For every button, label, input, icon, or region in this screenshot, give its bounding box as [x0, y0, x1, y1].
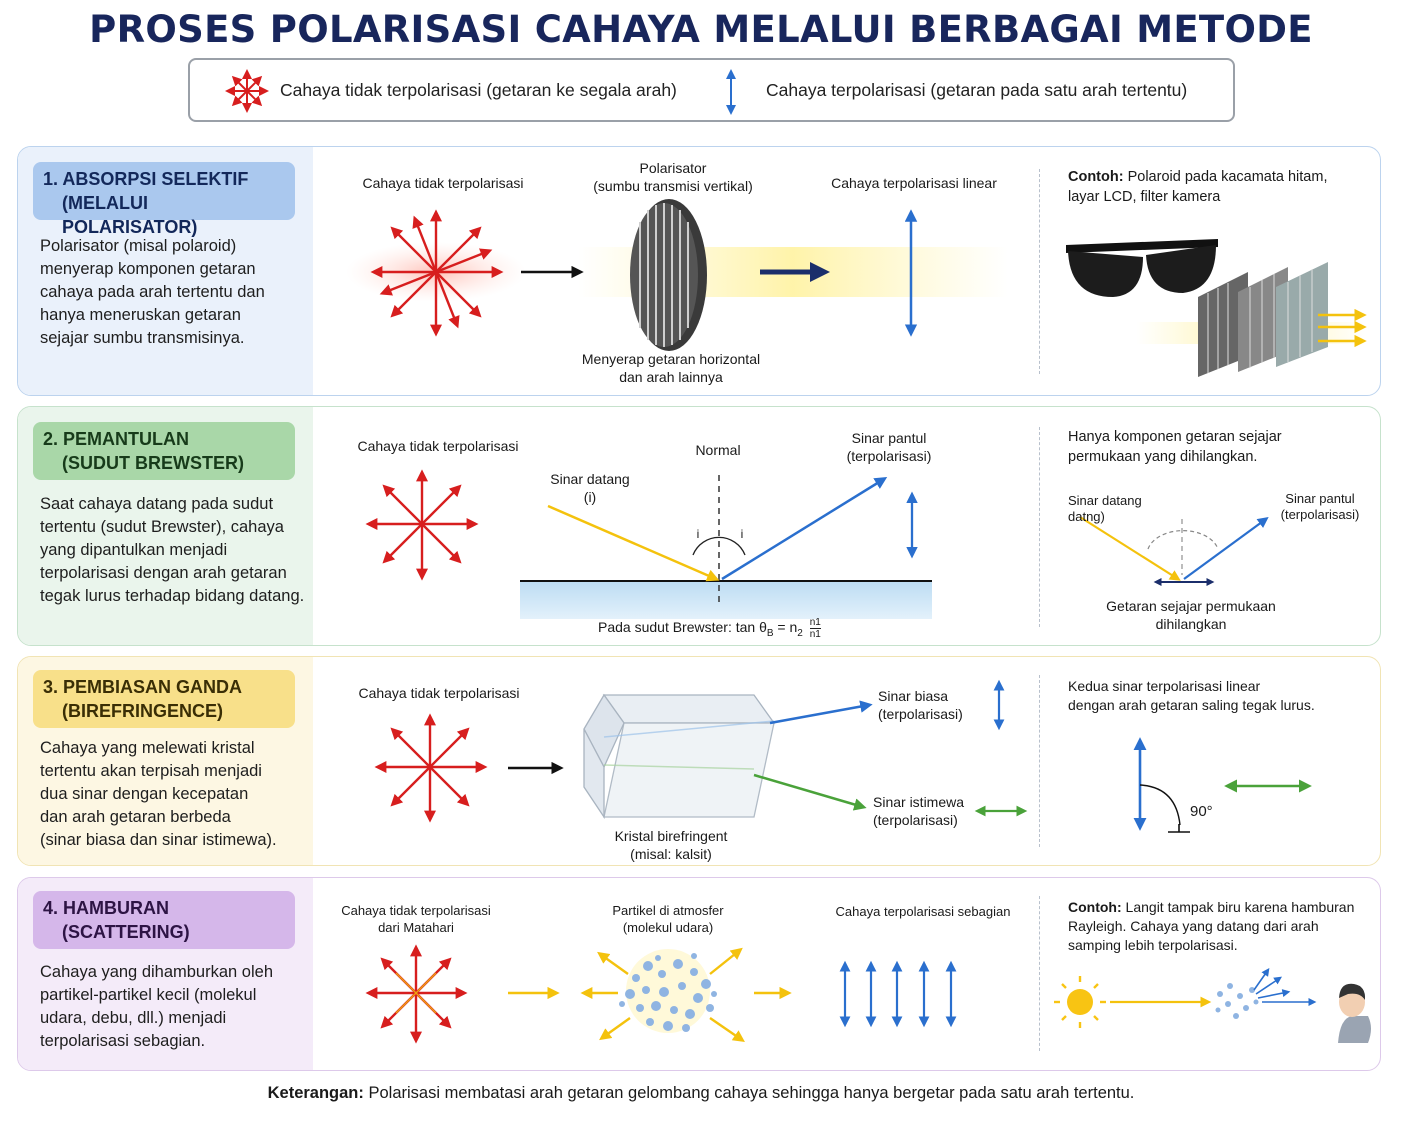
label-incident-ray — [540, 470, 640, 506]
desc-line: Polarisator (misal polaroid) — [40, 237, 237, 255]
ordinary-ray — [770, 705, 869, 723]
desc-line: dua sinar dengan kecepatan — [40, 785, 249, 803]
label-line: Kristal birefringent — [614, 828, 728, 844]
label-line: dari Matahari — [378, 920, 454, 935]
desc-line: sejajar sumbu transmisinya. — [40, 329, 245, 347]
label-line: Sinar datang — [550, 471, 630, 487]
desc-line: menyerap komponen getaran — [40, 260, 256, 278]
note-line: permukaan yang dihilangkan. — [1068, 449, 1258, 465]
desc-line: cahaya pada arah tertentu dan — [40, 283, 265, 301]
section-reflection — [17, 406, 1381, 646]
example-text — [1068, 167, 1368, 207]
label-line: (terpolarisasi) — [846, 448, 932, 464]
desc-line: Cahaya yang dihamburkan oleh — [40, 963, 273, 981]
extraordinary-ray — [754, 775, 863, 807]
unpolarized-star-icon — [220, 66, 274, 116]
page-title: PROSES POLARISASI CAHAYA MELALUI BERBAGAI METODE — [89, 8, 1313, 51]
divider — [1039, 896, 1040, 1051]
incident-ray — [548, 506, 716, 579]
badge-line-2: (BIREFRINGENCE) — [62, 701, 223, 721]
small-label-incident — [1068, 493, 1178, 525]
footer-text: Polarisasi membatasi arah getaran gelombang cahaya sehingga hanya bergetar pada satu arah tertentu. — [363, 1084, 1135, 1102]
scattered-rays-icon — [1254, 970, 1314, 1002]
badge-line-1: 3. PEMBIASAN GANDA — [43, 677, 243, 697]
label-line: (terpolarisasi) — [878, 706, 963, 722]
incident-ray — [1080, 517, 1178, 579]
label-line: datng) — [1068, 509, 1105, 524]
sunglasses-icon — [1066, 239, 1218, 297]
legend-unpolarized-text: Cahaya tidak terpolarisasi (getaran ke segala arah) — [280, 80, 677, 100]
angle-i-right: i — [740, 527, 744, 541]
label-line: Sinar istimewa — [873, 794, 965, 810]
filter-stack-icon — [1198, 262, 1363, 377]
desc-line: tegak lurus terhadap bidang datang. — [40, 587, 305, 605]
section-absorption — [17, 146, 1381, 396]
polarizer-disc-icon — [630, 199, 707, 351]
label-line: dihilangkan — [1155, 616, 1227, 632]
note-line: dengan arah getaran saling tegak lurus. — [1068, 697, 1315, 713]
legend-box — [188, 58, 1235, 122]
label-crystal — [586, 827, 756, 863]
footer-bold: Keterangan: — [267, 1084, 364, 1102]
desc-line: Cahaya yang melewati kristal — [40, 739, 255, 757]
badge-line-1: 1. ABSORPSI SELEKTIF — [43, 169, 249, 189]
unpolarized-star-icon — [369, 473, 475, 577]
note-line: Kedua sinar terpolarisasi linear — [1068, 678, 1261, 694]
label-line: (misal: kalsit) — [630, 846, 712, 862]
label-unpolarized: Cahaya tidak terpolarisasi — [362, 175, 524, 191]
formula-fraction — [810, 617, 821, 640]
badge-line-1: 2. PEMANTULAN — [43, 429, 190, 449]
label-reflected-ray — [834, 429, 944, 465]
angle-i-left: i — [696, 527, 700, 541]
example-text — [1068, 898, 1378, 955]
desc-line: yang dipantulkan menjadi — [40, 541, 228, 559]
label-line: (terpolarisasi) — [1280, 507, 1360, 522]
section-birefringence — [17, 656, 1381, 866]
label-ordinary-ray — [878, 687, 978, 723]
label-particles — [598, 902, 738, 936]
label-line: dan arah lainnya — [619, 369, 723, 385]
footer-note — [0, 1084, 1402, 1103]
desc-line: terpolarisasi sebagian. — [40, 1032, 206, 1050]
badge-line-1: 4. HAMBURAN — [43, 898, 169, 918]
label-unpolarized: Cahaya tidak terpolarisasi — [358, 685, 520, 701]
example-line: Langit tampak biru karena hamburan — [1121, 899, 1355, 915]
label-line: Sinar biasa — [878, 688, 949, 704]
label-unpolarized-sun — [336, 902, 496, 936]
formula-denominator: n1 — [809, 629, 821, 640]
example-bold: Contoh: — [1068, 169, 1124, 185]
formula-numerator: n1 — [809, 617, 821, 628]
reflection-note — [1068, 427, 1368, 467]
badge-line-2: (SCATTERING) — [62, 922, 190, 942]
desc-line: (sinar biasa dan sinar istimewa). — [40, 831, 277, 849]
label-extraordinary-ray — [873, 793, 983, 829]
label-line: Sinar datang — [1068, 493, 1142, 508]
section-scattering — [17, 877, 1381, 1071]
label-line: (sumbu transmisi vertikal) — [593, 178, 753, 194]
label-partial-polarized: Cahaya terpolarisasi sebagian — [835, 904, 1011, 919]
unpolarized-star-icon — [374, 213, 500, 333]
brewster-formula — [598, 617, 918, 643]
divider — [1039, 427, 1040, 627]
badge-line-2: (MELALUI POLARISATOR) — [62, 193, 198, 237]
small-label-reflected — [1270, 491, 1370, 523]
formula-sub: B — [766, 628, 774, 639]
desc-line: terpolarisasi dengan arah getaran — [40, 564, 287, 582]
note-line: Hanya komponen getaran sejajar — [1068, 429, 1282, 445]
surface-medium — [520, 581, 932, 619]
label-line: Partikel di atmosfer — [612, 903, 724, 918]
formula-text: = n — [773, 619, 798, 636]
particles-icon — [584, 949, 742, 1040]
divider — [1039, 675, 1040, 847]
angle-arc — [1148, 531, 1218, 549]
label-line: Sinar pantul — [851, 430, 927, 446]
label-line: (terpolarisasi) — [873, 812, 958, 828]
unpolarized-star-icon — [378, 717, 484, 819]
small-caption — [1086, 597, 1296, 633]
label-absorb — [566, 350, 776, 386]
badge-line-2: (SUDUT BREWSTER) — [62, 453, 244, 473]
legend-polarized-text: Cahaya terpolarisasi (getaran pada satu arah tertentu) — [766, 80, 1188, 100]
observer-icon — [1338, 984, 1371, 1043]
desc-line: hanya meneruskan getaran — [40, 306, 241, 324]
desc-line: tertentu akan terpisah menjadi — [40, 762, 262, 780]
formula-text: Pada sudut Brewster: tan θ — [598, 619, 767, 636]
desc-line: udara, debu, dll.) menjadi — [40, 1009, 227, 1027]
example-line: Rayleigh. Cahaya yang datang dari arah — [1068, 918, 1319, 934]
desc-line: dan arah getaran berbeda — [40, 808, 231, 826]
label-line: (i) — [583, 489, 597, 505]
desc-line: Saat cahaya datang pada sudut — [40, 495, 274, 513]
example-bold: Contoh: — [1068, 899, 1122, 915]
desc-line: partikel-partikel kecil (molekul — [40, 986, 257, 1004]
desc-line: tertentu (sudut Brewster), cahaya — [40, 518, 284, 536]
example-line: samping lebih terpolarisasi. — [1068, 937, 1238, 953]
label-line: Cahaya tidak terpolarisasi — [341, 903, 491, 918]
reflected-ray — [1184, 519, 1266, 579]
divider — [1039, 169, 1040, 374]
label-unpolarized: Cahaya tidak terpolarisasi — [357, 438, 519, 454]
sun-icon — [1054, 976, 1106, 1028]
crystal-icon — [584, 695, 774, 817]
formula-sub: 2 — [797, 628, 803, 639]
label-line: Menyerap getaran horizontal — [581, 351, 761, 367]
partial-polarized-arrows-icon — [845, 964, 951, 1024]
polarized-arrow-icon — [720, 68, 742, 116]
particles-icon — [1216, 983, 1259, 1019]
label-line: Sinar pantul — [1285, 491, 1355, 506]
angle-label: 90° — [1190, 803, 1213, 820]
label-polarized-linear: Cahaya terpolarisasi linear — [831, 175, 997, 191]
label-normal: Normal — [695, 442, 741, 458]
example-line: Polaroid pada kacamata hitam, — [1123, 169, 1328, 185]
example-line: layar LCD, filter kamera — [1068, 189, 1221, 205]
birefringence-note — [1068, 677, 1378, 715]
label-line: (molekul udara) — [622, 920, 714, 935]
label-line: Polarisator — [639, 160, 707, 176]
label-polarizer — [573, 159, 773, 195]
label-line: Getaran sejajar permukaan — [1106, 598, 1276, 614]
